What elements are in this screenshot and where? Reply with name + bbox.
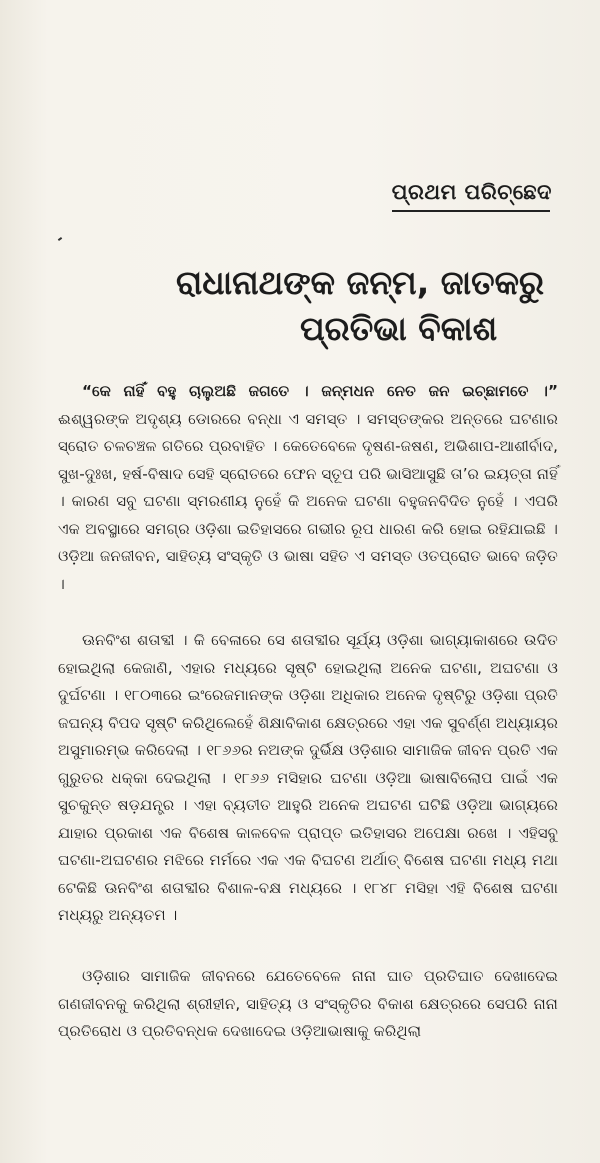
paragraph-3 xyxy=(58,963,558,1046)
chapter-heading: ପ୍ରଥମ ପରିଚ୍ଛେଦ xyxy=(391,180,552,204)
chapter-title-line-1: ରାଧାନାଥଙ୍କ ଜନ୍ମ, ଜାତକରୁ xyxy=(176,263,545,302)
paragraph-2-text: ଊନବିଂଶ ଶତାବ୍ଦୀ । କି ବେଳାରେ ସେ ଶତାବ୍ଦୀର ସୂର୍ଯ୍ୟ ଓଡ଼ିଶା ଭାଗ୍ୟାକାଶରେ ଉଦିତ ହୋଇଥିଲା କେଜାଣି, ଏହାର ମଧ୍ୟରେ ସୃଷ୍ଟି ହୋଇଥିଲା ଅନେକ ଘଟଣା, ଅଘଟଣା ଓ ଦୁର୍ଘଟଣା । ୧୮୦୩ରେ ଇଂରେଜମାନଙ୍କ ଓଡ଼ିଶା ଅଧିକାର ଅନେକ ଦୃଷ୍ଟିରୁ ଓଡ଼ିଶା ପ୍ରତି ଜଘନ୍ୟ ବିପଦ ସୃଷ୍ଟି କରିଥିଲେହେଁ ଶିକ୍ଷାବିକାଶ କ୍ଷେତ୍ରରେ ଏହା ଏକ ସୁବର୍ଣ୍ଣ ଅଧ୍ୟାୟର ଅସୁମାରମ୍ଭ କରିଦେଲା । ୧୮୬୬ର ନଅଙ୍କ ଦୁର୍ଭିକ୍ଷ ଓଡ଼ିଶାର ସାମାଜିକ ଜୀବନ ପ୍ରତି ଏକ ଗୁରୁତର ଧକ୍କା ଦେଇଥିଲା । ୧୮୬୬ ମସିହାର ଘଟଣା ଓଡ଼ିଆ ଭାଷାବିଲୋପ ପାଇଁ ଏକ ସୁଚକୁନ୍ତ ଷଡ଼ଯନ୍ତ୍ର । ଏହା ବ୍ୟତୀତ ଆହୁରି ଅନେକ ଅଘଟଣ ଘଟିଛି ଓଡ଼ିଆ ଭାଗ୍ୟରେ ଯାହାର ପ୍ରକାଶ ଏକ ବିଶେଷ କାଳବେଳ ପ୍ରାପ୍ତ ଇତିହାସର ଅପେକ୍ଷା ରଖେ । ଏହିସବୁ ଘଟଣା-ଅଘଟଣର ମଝିରେ ମର୍ମରେ ଏକ ଏକ ବିଘଟଣ ଅର୍ଥାତ୍ ବିଶେଷ ଘଟଣା ମଧ୍ୟ ମଥା ଟେକିଛି ଊନବିଂଶ ଶତାବ୍ଦୀର ବିଶାଳ-ବକ୍ଷ ମଧ୍ୟରେ । ୧୮୪୮ ମସିହା ଏହି ବିଶେଷ ଘଟଣା ମଧ୍ୟରୁ ଅନ୍ୟତମ । xyxy=(58,631,558,924)
opening-quote: “କେ ନାହିଁ ବହୁ ଚାଲୁଅଛି ଜଗତେ । ଜନ୍ମଧନ ନେତ ଜନ ଇଚ୍ଛାମତେ ।” xyxy=(82,382,558,400)
paragraph-2 xyxy=(58,627,558,930)
ink-speck xyxy=(58,237,62,241)
paragraph-1 xyxy=(58,378,558,598)
paragraph-3-text: ଓଡ଼ିଶାର ସାମାଜିକ ଜୀବନରେ ଯେତେବେଳେ ନାନା ଘାତ ପ୍ରତିଘାତ ଦେଖାଦେଇ ଗଣଜୀବନକୁ କରିଥିଲା ଶ୍ରୀହୀନ, ସାହିତ୍ୟ ଓ ସଂସ୍କୃତିର ବିକାଶ କ୍ଷେତ୍ରରେ ସେପରି ନାନା ପ୍ରତିରୋଧ ଓ ପ୍ରତିବନ୍ଧକ ଦେଖାଦେଇ ଓଡ଼ିଆଭାଷାକୁ କରିଥିଲା xyxy=(58,967,558,1040)
chapter-underline xyxy=(392,210,550,212)
chapter-title-line-2: ପ୍ରତିଭା ବିକାଶ xyxy=(300,309,498,348)
paragraph-1-text: ଈଶ୍ୱରଙ୍କ ଅଦୃଶ୍ୟ ଡୋରରେ ବନ୍ଧା ଏ ସମସ୍ତ । ସମସ୍ତଙ୍କର ଅନ୍ତରେ ଘଟଣାର ସ୍ରୋତ ଚଳଚଞ୍ଚଳ ଗତିରେ ପ୍ରବାହିତ । କେତେବେଳେ ଦୃଷଣ-ଜଷଣ, ଅଭିଶାପ-ଆଶୀର୍ବାଦ, ସୁଖ-ଦୁଃଖ, ହର୍ଷ-ବିଷାଦ ସେହି ସ୍ରୋତରେ ଫେନ ସ୍ତୂପ ପରି ଭାସିଆସୁଛି ତା’ର ଇୟତ୍ତା ନାହିଁ । କାରଣ ସବୁ ଘଟଣା ସ୍ମରଣୀୟ ନୁହେଁ କି ଅନେକ ଘଟଣା ବହୁଜନବିଦିତ ନୁହେଁ । ଏପରି ଏକ ଅବସ୍ଥାରେ ସମଗ୍ର ଓଡ଼ିଶା ଇତିହାସରେ ଗଭୀର ରୂପ ଧାରଣ କରି ହୋଇ ରହିଯାଇଛି । ଓଡ଼ିଆ ଜନଜୀବନ, ସାହିତ୍ୟ ସଂସ୍କୃତି ଓ ଭାଷା ସହିତ ଏ ସମସ୍ତ ଓତପ୍ରୋତ ଭାବେ ଜଡ଼ିତ । xyxy=(58,409,558,593)
